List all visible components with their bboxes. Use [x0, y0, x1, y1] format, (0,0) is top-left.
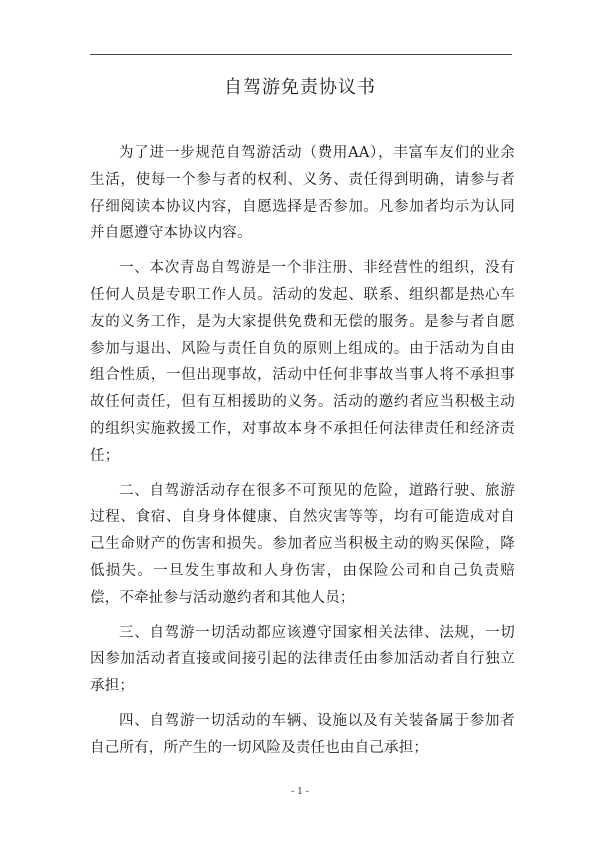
header-rule — [90, 54, 512, 55]
paragraph-clause-2: 二、自驾游活动存在很多不可预见的危险，道路行驶、旅游过程、食宿、自身身体健康、自然灾害等等，均有可能造成对自己生命财产的伤害和损失。参加者应当积极主动的购买保险，降低损失。一旦发生事故和人身伤害，由保险公司和自己负责赔偿，不牵扯参与活动邀约者和其他人员； — [90, 482, 515, 606]
document-title: 自驾游免责协议书 — [224, 77, 376, 98]
page-number: - 1 - — [291, 787, 309, 797]
paragraph-clause-4: 四、自驾游一切活动的车辆、设施以及有关装备属于参加者自己所有，所产生的一切风险及责任也由自己承担； — [90, 712, 515, 756]
paragraph-clause-1: 一、本次青岛自驾游是一个非注册、非经营性的组织，没有任何人员是专职工作人员。活动的发起、联系、组织都是热心车友的义务工作，是为大家提供免费和无偿的服务。是参与者自愿参加与退出、风险与责任自负的原则上组成的。由于活动为自由组合性质，一但出现事故，活动中任何非事故当事人将不承担事故任何责任，但有互相援助的义务。活动的邀约者应当积极主动的组织实施救援工作，对事故本身不承担任何法律责任和经济责任； — [90, 260, 515, 464]
document-body — [90, 140, 515, 770]
paragraph-intro: 为了进一步规范自驾游活动（费用AA），丰富车友们的业余生活，使每一个参与者的权利、义务、责任得到明确，请参与者仔细阅读本协议内容，自愿选择是否参加。凡参加者均示为认同并自愿遵守本协议内容。 — [90, 145, 515, 242]
paragraph-clause-3: 三、自驾游一切活动都应该遵守国家相关法律、法规，一切因参加活动者直接或间接引起的法律责任由参加活动者自行独立承担； — [90, 624, 515, 695]
